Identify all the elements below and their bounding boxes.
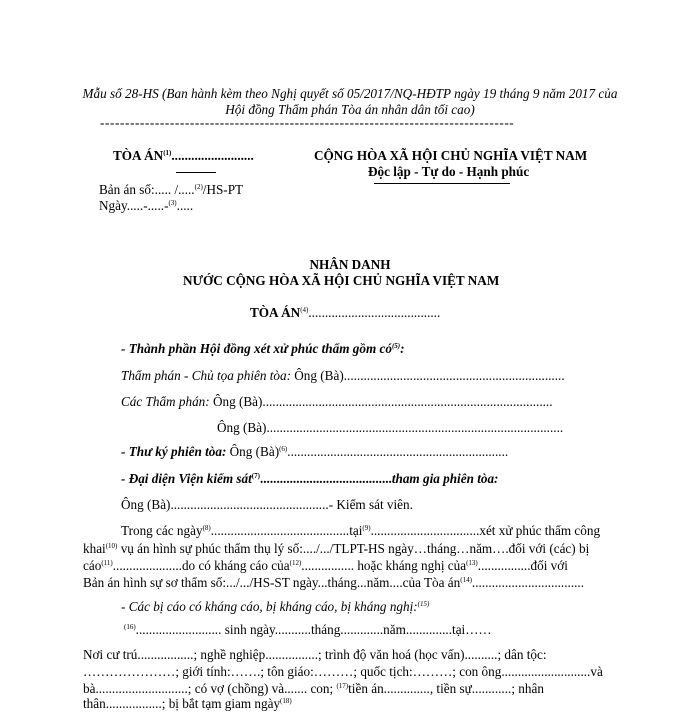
defendants-heading bbox=[121, 599, 429, 615]
defendant-line-text: .......................... sinh ngày...........tháng.............năm..............tại…… bbox=[135, 622, 492, 637]
clerk-dots: ................................................................... bbox=[287, 444, 509, 459]
last-sup18: (18) bbox=[280, 697, 292, 705]
judgment-date-text: Ngày.....-.....- bbox=[99, 198, 169, 213]
title-court-label: TÒA ÁN bbox=[250, 305, 301, 320]
presiding-judge-line bbox=[121, 368, 565, 384]
panel-heading bbox=[121, 341, 405, 357]
left-court-sup: (1) bbox=[163, 149, 172, 157]
judges-line bbox=[121, 394, 553, 410]
nation-motto: Độc lập - Tự do - Hạnh phúc bbox=[368, 164, 530, 179]
para2-b: vụ án hình sự phúc thẩm thụ lý số:..../.../TLPT-HS ngày…tháng…năm….đối với (các) bị bbox=[117, 541, 590, 556]
judgment-date bbox=[99, 198, 193, 214]
procuracy-sup: (7) bbox=[251, 472, 260, 480]
para2-sup10: (10) bbox=[105, 542, 118, 550]
mother-sup17: (17) bbox=[336, 682, 349, 690]
para2-a: khai bbox=[83, 541, 106, 556]
left-court-label: TÒA ÁN bbox=[113, 148, 164, 163]
judgment-date-sup: (3) bbox=[168, 199, 177, 207]
para-line-3 bbox=[83, 558, 568, 574]
left-court-dots: ......................... bbox=[171, 148, 254, 163]
procuracy-dots: ........................................ bbox=[259, 471, 392, 486]
clerk-sup: (6) bbox=[279, 445, 288, 453]
para3-d: ................đối với bbox=[477, 558, 568, 573]
para3-b: .....................do có kháng cáo của bbox=[112, 558, 290, 573]
judgment-number-sup: (2) bbox=[194, 183, 203, 191]
title-court bbox=[250, 305, 440, 321]
clerk-value: Ông (Bà) bbox=[226, 444, 280, 459]
title-line-2: NƯỚC CỘNG HÒA XÃ HỘI CHỦ NGHĨA VIỆT NAM bbox=[183, 273, 500, 288]
clerk-label: - Thư ký phiên tòa: bbox=[121, 444, 227, 459]
defendant-sup16: (16) bbox=[124, 623, 136, 631]
para1-b: .......................................... bbox=[210, 523, 350, 538]
para4-sup14: (14) bbox=[460, 576, 472, 584]
mother-line bbox=[83, 681, 544, 697]
presiding-judge-value: Ông (Bà)................................................................... bbox=[290, 368, 565, 383]
judgment-number-suffix: /HS-PT bbox=[202, 182, 244, 197]
defendants-heading-sup: (15) bbox=[417, 600, 430, 608]
judges-label: Các Thẩm phán: bbox=[121, 394, 210, 409]
procuracy-suffix: tham gia phiên tòa: bbox=[391, 471, 499, 486]
para3-a: cáo bbox=[83, 558, 102, 573]
form-note-line-1: Mẫu số 28-HS (Ban hành kèm theo Nghị quyết số 05/2017/NQ-HĐTP ngày 19 tháng 9 năm 2017 của bbox=[82, 86, 618, 101]
left-court-heading bbox=[113, 148, 254, 164]
panel-heading-sup: (5) bbox=[391, 342, 401, 350]
para3-sup11: (11) bbox=[101, 559, 113, 567]
para-line-2 bbox=[83, 541, 589, 557]
last-a: thân.................; bị bắt tạm giam ngày bbox=[83, 696, 281, 711]
para1-sup8: (8) bbox=[202, 524, 211, 532]
panel-heading-text: - Thành phần Hội đồng xét xử phúc thẩm gồm có bbox=[121, 341, 392, 356]
last-line bbox=[83, 696, 292, 712]
title-court-sup: (4) bbox=[300, 306, 309, 314]
clerk-line bbox=[121, 444, 508, 460]
mother-a: bà............................; có vợ (chồng) và....... con; bbox=[83, 681, 337, 696]
para3-c: ................ hoặc kháng nghị của bbox=[301, 558, 467, 573]
para-line-4 bbox=[83, 575, 584, 591]
residence-line: Nơi cư trú.................; nghề nghiệp................; trình độ văn hoá (học vấn)..........; dân tộc: bbox=[83, 647, 547, 662]
para3-sup12: (12) bbox=[289, 559, 302, 567]
presiding-judge-label: Thẩm phán - Chủ tọa phiên tòa: bbox=[121, 368, 291, 383]
para4-a: Bản án hình sự sơ thẩm số:.../.../HS-ST ngày...tháng...năm....của Tòa án bbox=[83, 575, 461, 590]
para1-d: .................................xét xử phúc thẩm công bbox=[370, 523, 601, 538]
dashed-separator: ----------------------------------------------------------------------------------- bbox=[100, 115, 515, 130]
para1-a: Trong các ngày bbox=[121, 523, 203, 538]
para1-c: tại bbox=[349, 523, 363, 538]
left-court-underline bbox=[176, 172, 216, 173]
defendant-line bbox=[124, 622, 492, 638]
para3-sup13: (13) bbox=[466, 559, 478, 567]
procuracy-line bbox=[121, 471, 498, 487]
para-line-1 bbox=[121, 523, 600, 539]
mother-b: tiền án.............., tiền sự............; nhân bbox=[348, 681, 544, 696]
defendants-heading-text: - Các bị cáo có kháng cáo, bị kháng cáo, bị kháng nghị: bbox=[121, 599, 418, 614]
title-court-dots: ........................................ bbox=[308, 305, 441, 320]
motto-underline bbox=[374, 183, 510, 184]
judgment-number bbox=[99, 182, 243, 198]
para4-b: .................................. bbox=[471, 575, 584, 590]
judges-value-1: Ông (Bà)........................................................................................ bbox=[209, 394, 553, 409]
title-line-1: NHÂN DANH bbox=[309, 257, 391, 272]
prosecutor-line: Ông (Bà)................................................- Kiểm sát viên. bbox=[121, 497, 413, 512]
judgment-date-suffix: ..... bbox=[176, 198, 194, 213]
judgment-number-text: Bản án số:..... /..... bbox=[99, 182, 195, 197]
procuracy-label: - Đại diện Viện kiểm sát bbox=[121, 471, 252, 486]
nation-name: CỘNG HÒA XÃ HỘI CHỦ NGHĨA VIỆT NAM bbox=[314, 148, 588, 163]
judges-value-2: Ông (Bà).......................................................................................... bbox=[217, 420, 564, 435]
form-note-line-2: Hội đồng Thẩm phán Tòa án nhân dân tối cao) bbox=[225, 102, 475, 117]
panel-heading-colon: : bbox=[400, 341, 405, 356]
para1-sup9: (9) bbox=[362, 524, 371, 532]
gender-line: …………………; giới tính:…….; tôn giáo:………; quốc tịch:………; con ông...........................và bbox=[83, 664, 603, 679]
